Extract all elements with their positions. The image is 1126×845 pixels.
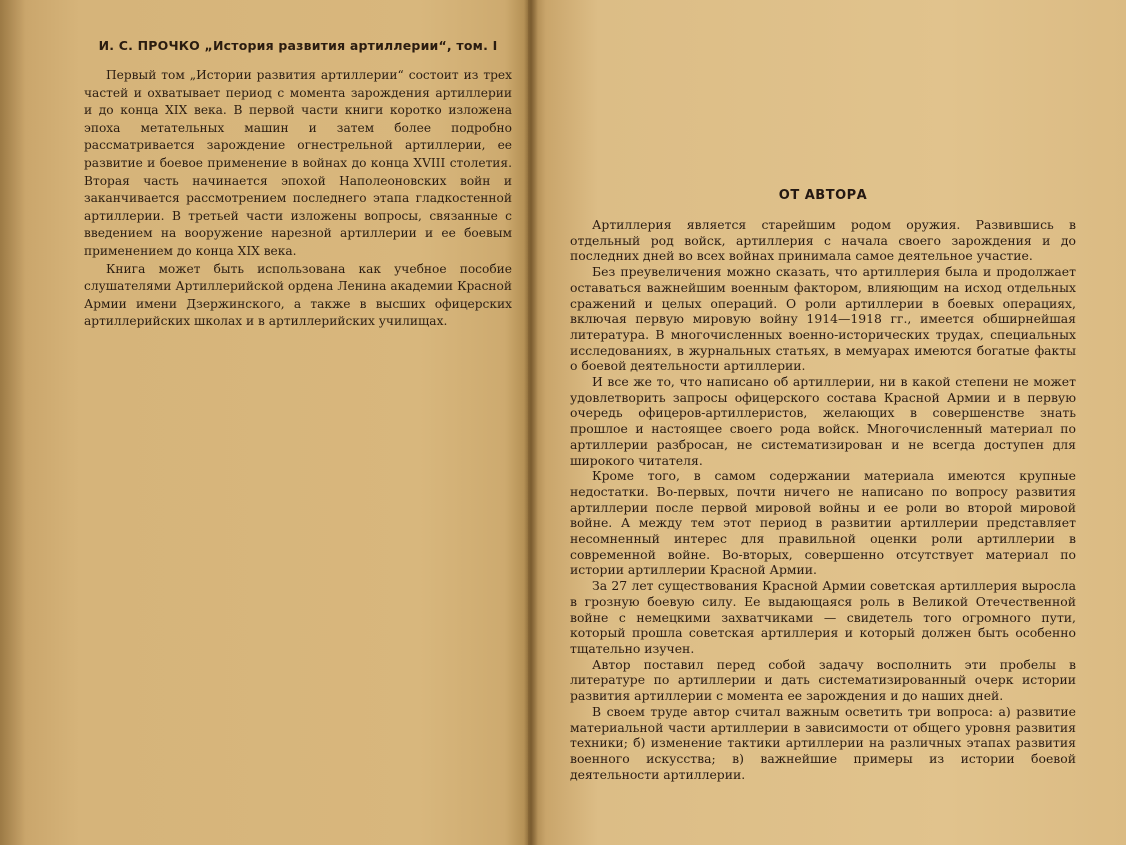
left-paragraph: Первый том „Истории развития артиллерии“ состоит из трех частей и охватывает период с момента зарождения артиллерии и до конца XIX века. В первой части книги коротко изложена эпоха метательных машин и затем более подробно рассматривается зарождение огнестрельной артиллерии, ее развитие и боевое применение в войнах до конца XVIII столетия. Вторая часть начинается эпохой Наполеоновских войн и заканчивается рассмотрением последнего этапа гладкостенной артиллерии. В третьей части изложены вопросы, связанные с введением на вооружение нарезной артиллерии и ее боевым применением до конца XIX века. <box>84 68 512 258</box>
right-paragraph: Кроме того, в самом содержании материала имеются крупные недостатки. Во-первых, почти ничего не написано по вопросу развития артиллерии после первой мировой войны и ее роли во второй мировой войне. А между тем этот период в развитии артиллерии представляет несомненный интерес для правильной оценки роли артиллерии в современной войне. Во-вторых, совершенно отсутствует материал по истории артиллерии Красной Армии. <box>570 468 1076 578</box>
right-page-heading: ОТ АВТОРА <box>778 188 868 203</box>
right-page-text <box>570 217 1076 782</box>
right-paragraph: За 27 лет существования Красной Армии советская артиллерия выросла в грозную боевую силу. Ее выдающаяся роль в Великой Отечественной войне с немецкими захватчиками — свидетель того огромного пути, который прошла советская артиллерия и который должен быть особенно тщательно изучен. <box>570 578 1076 656</box>
right-paragraph: Артиллерия является старейшим родом оружия. Развившись в отдельный род войск, артиллерия с начала своего зарождения и до последних дней во всех войнах принимала самое деятельное участие. <box>570 217 1076 264</box>
left-page-heading: И. С. ПРОЧКО „История развития артиллерии“, том. I <box>98 38 498 53</box>
right-paragraph: В своем труде автор считал важным осветить три вопроса: а) развитие материальной части артиллерии в зависимости от общего уровня развития техники; б) изменение тактики артиллерии на различных этапах развития военного искусства; в) важнейшие примеры из истории боевой деятельности артиллерии. <box>570 703 1076 782</box>
right-paragraph: Автор поставил перед собой задачу восполнить эти пробелы в литературе по артиллерии и дать систематизированный очерк истории развития артиллерии с момента ее зарождения и до наших дней. <box>570 656 1076 704</box>
right-paragraph: И все же то, что написано об артиллерии, ни в какой степени не может удовлетворить запросы офицерского состава Красной Армии и в первую очередь офицеров-артиллеристов, желающих в совершенстве знать прошлое и настоящее своего рода войск. Многочисленный материал по артиллерии разбросан, не систематизирован и не всегда доступен для широкого читателя. <box>570 374 1076 468</box>
left-page <box>0 0 536 845</box>
left-page-text <box>84 67 512 331</box>
book-gutter <box>524 0 538 845</box>
right-page <box>528 0 1126 845</box>
left-paragraph: Книга может быть использована как учебное пособие слушателями Артиллерийской ордена Ленина академии Красной Армии имени Дзержинского, а также в высших офицерских артиллерийских школах и в артиллерийских училищах. <box>84 261 512 329</box>
right-paragraph: Без преувеличения можно сказать, что артиллерия была и продолжает оставаться важнейшим военным фактором, влияющим на исход отдельных сражений и целых операций. О роли артиллерии в боевых операциях, включая первую мировую войну 1914—1918 гг., имеется обширнейшая литература. В многочисленных военно-исторических трудах, специальных исследованиях, в журнальных статьях, в мемуарах имеются богатые факты о боевой деятельности артиллерии. <box>570 264 1076 374</box>
